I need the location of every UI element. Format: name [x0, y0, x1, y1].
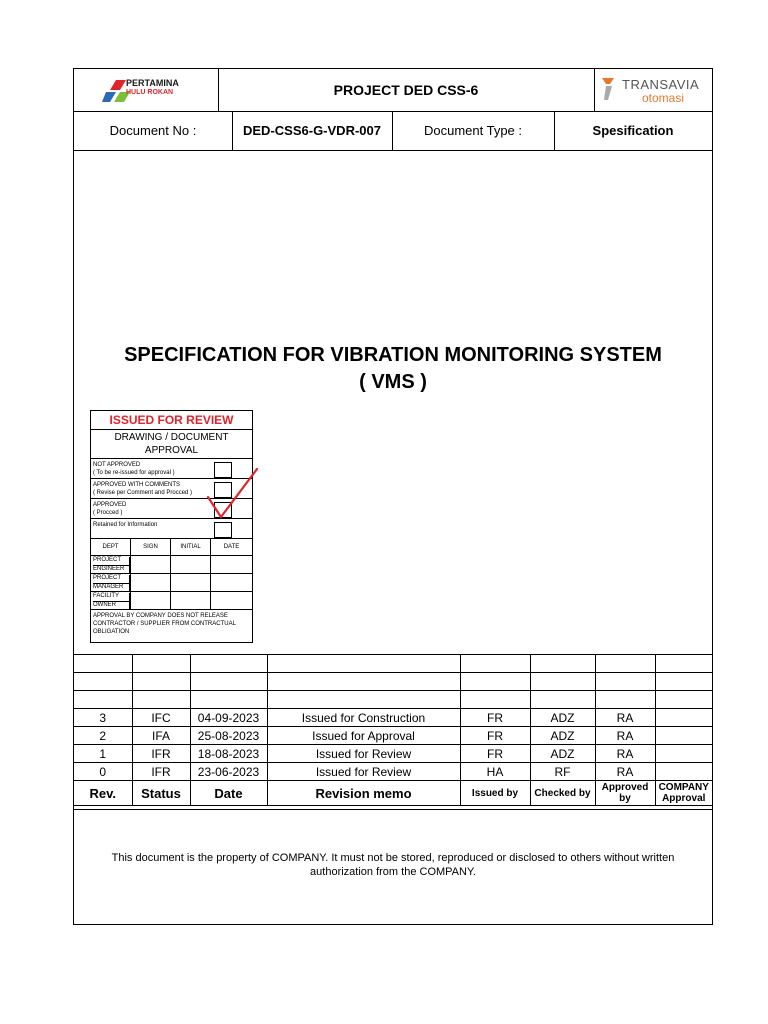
row-label-line: MANAGER [93, 584, 130, 593]
header-rev: Rev. [74, 781, 132, 806]
cell-issued: FR [460, 727, 530, 745]
table-row [74, 673, 712, 691]
cell-memo [267, 673, 460, 691]
option-note: ( Procced ) [93, 510, 123, 516]
grid-cell[interactable] [171, 574, 211, 592]
header-status: Status [132, 781, 190, 806]
header-line: Approved [601, 782, 649, 793]
cell-approved: RA [595, 709, 655, 727]
header-company-approval [655, 781, 712, 806]
stamp-heading: ISSUED FOR REVIEW [91, 411, 252, 430]
title-line-1: SPECIFICATION FOR VIBRATION MONITORING SYSTEM [124, 344, 662, 366]
document-frame [73, 68, 713, 925]
cell-status [132, 691, 190, 709]
grid-cell[interactable] [171, 592, 211, 610]
cell-company [655, 655, 712, 673]
transavia-sub: otomasi [642, 91, 685, 105]
cell-memo: Issued for Review [267, 763, 460, 781]
doc-type-label: Document Type : [392, 111, 555, 150]
cell-rev: 2 [74, 727, 132, 745]
stamp-disclaimer [91, 610, 252, 636]
cell-memo: Issued for Review [267, 745, 460, 763]
transavia-logo [594, 69, 712, 111]
revision-table [74, 654, 712, 806]
project-title: PROJECT DED CSS-6 [218, 69, 595, 111]
disclaimer-line: APPROVAL BY COMPANY DOES NOT RELEASE [93, 613, 228, 619]
disclaimer-line: CONTRACTOR / SUPPLIER FROM CONTRACTUAL [93, 621, 236, 627]
revision-header-row [74, 781, 712, 806]
notice-line-2: authorization from the COMPANY. [310, 866, 476, 878]
row-label-line: PROJECT [93, 575, 130, 584]
stamp-subtitle [91, 430, 252, 459]
row-label-line: ENGINEER [93, 566, 130, 575]
cell-issued: FR [460, 709, 530, 727]
cell-date [190, 655, 267, 673]
cell-date: 23-06-2023 [190, 763, 267, 781]
row-label-line: PROJECT [93, 557, 130, 566]
table-row [74, 709, 712, 727]
option-note: ( Revise per Comment and Procced ) [93, 490, 193, 496]
row-label-line: OWNER [93, 602, 130, 611]
header-line: Approval [662, 793, 706, 804]
header-issued-by: Issued by [460, 781, 530, 806]
cell-status: IFR [132, 763, 190, 781]
cell-status [132, 655, 190, 673]
grid-cell[interactable] [211, 574, 252, 592]
cell-approved [595, 655, 655, 673]
cell-company [655, 745, 712, 763]
grid-row-label [91, 574, 131, 592]
cell-rev: 0 [74, 763, 132, 781]
cell-issued [460, 655, 530, 673]
cell-checked: ADZ [530, 727, 595, 745]
table-row [74, 763, 712, 781]
cell-checked [530, 673, 595, 691]
cell-rev [74, 691, 132, 709]
table-row [74, 691, 712, 709]
cell-date: 25-08-2023 [190, 727, 267, 745]
stamp-sub-line-1: DRAWING / DOCUMENT [114, 432, 229, 443]
cell-company [655, 691, 712, 709]
pertamina-sub: HULU ROKAN [126, 89, 174, 96]
disclaimer-line: OBLIGATION [93, 629, 130, 635]
cell-approved [595, 673, 655, 691]
cell-status [132, 673, 190, 691]
cell-issued: FR [460, 745, 530, 763]
cell-rev: 3 [74, 709, 132, 727]
cell-checked: ADZ [530, 745, 595, 763]
property-notice [74, 851, 712, 879]
stamp-sub-line-2: APPROVAL [144, 445, 199, 456]
cell-status: IFC [132, 709, 190, 727]
cell-issued [460, 673, 530, 691]
cell-checked [530, 691, 595, 709]
header-row [74, 69, 712, 112]
cell-status: IFA [132, 727, 190, 745]
option-label: NOT APPROVED [93, 462, 141, 468]
cell-checked: RF [530, 763, 595, 781]
row-label-line: FACILITY [93, 593, 130, 602]
stamp-sign-grid [91, 539, 252, 610]
cell-approved: RA [595, 763, 655, 781]
grid-header-initial: INITIAL [171, 539, 211, 556]
notice-line-1: This document is the property of COMPANY. It must not be stored, reproduced or disclosed to others without written [111, 852, 675, 864]
cell-memo: Issued for Construction [267, 709, 460, 727]
option-label: Retained for Information [93, 522, 158, 528]
option-label: APPROVED WITH COMMENTS [93, 482, 181, 488]
table-row [74, 727, 712, 745]
option-checkbox[interactable] [214, 522, 232, 538]
grid-header-dept: DEPT [91, 539, 131, 556]
cell-memo: Issued for Approval [267, 727, 460, 745]
cell-checked [530, 655, 595, 673]
cell-date: 04-09-2023 [190, 709, 267, 727]
cell-rev [74, 673, 132, 691]
revision-rows [74, 655, 712, 806]
header-date: Date [190, 781, 267, 806]
grid-header-date: DATE [211, 539, 252, 556]
header-line: COMPANY [658, 782, 709, 793]
transavia-logo-icon [600, 76, 622, 102]
table-row [74, 745, 712, 763]
option-note: ( To be re-issued for approval ) [93, 470, 175, 476]
grid-row-label [91, 592, 131, 610]
cell-status: IFR [132, 745, 190, 763]
document-title [74, 342, 712, 396]
grid-cell[interactable] [131, 574, 171, 592]
checkmark-icon [205, 467, 261, 523]
title-line-2: ( VMS ) [359, 371, 427, 393]
cell-checked: ADZ [530, 709, 595, 727]
cell-date [190, 691, 267, 709]
cell-approved [595, 691, 655, 709]
cell-company [655, 727, 712, 745]
doc-no-label: Document No : [74, 111, 233, 150]
cell-company [655, 673, 712, 691]
grid-cell[interactable] [131, 556, 171, 574]
option-label: APPROVED [93, 502, 127, 508]
cell-date: 18-08-2023 [190, 745, 267, 763]
grid-cell[interactable] [171, 556, 211, 574]
cell-rev [74, 655, 132, 673]
grid-row-label [91, 556, 131, 574]
document-info-row [74, 111, 712, 151]
header-approved-by [595, 781, 655, 806]
cell-issued [460, 691, 530, 709]
doc-no-value: DED-CSS6-G-VDR-007 [232, 111, 393, 150]
cell-issued: HA [460, 763, 530, 781]
doc-type-value: Spesification [592, 123, 674, 138]
cell-approved: RA [595, 727, 655, 745]
cell-date [190, 673, 267, 691]
header-memo: Revision memo [267, 781, 460, 806]
pertamina-name: PERTAMINA [126, 78, 179, 88]
cell-company [655, 763, 712, 781]
header-checked-by: Checked by [530, 781, 595, 806]
cell-company [655, 709, 712, 727]
transavia-name: TRANSAVIA [622, 77, 700, 92]
grid-cell[interactable] [211, 592, 252, 610]
cell-memo [267, 691, 460, 709]
pertamina-logo [74, 69, 219, 111]
table-row [74, 655, 712, 673]
header-line: by [619, 793, 631, 804]
grid-cell[interactable] [131, 592, 171, 610]
cell-approved: RA [595, 745, 655, 763]
grid-cell[interactable] [211, 556, 252, 574]
grid-header-sign: SIGN [131, 539, 171, 556]
cell-rev: 1 [74, 745, 132, 763]
cell-memo [267, 655, 460, 673]
review-stamp [90, 410, 253, 643]
footer-divider [73, 809, 713, 810]
